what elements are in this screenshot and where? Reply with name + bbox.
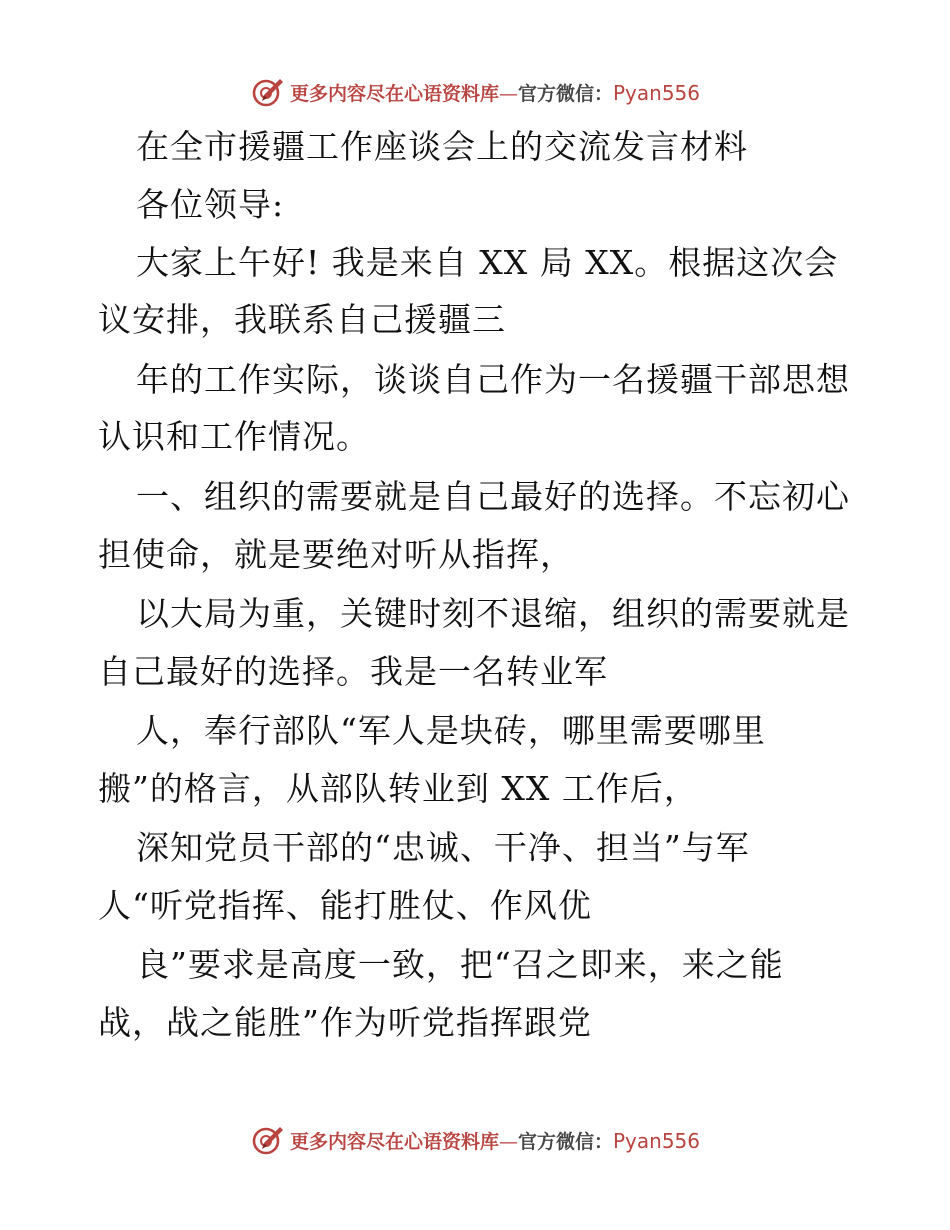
paragraph-line: 以大局为重，关键时刻不退缩，组织的需要就是 — [136, 594, 850, 633]
paragraph-line: 战，战之能胜”作为听党指挥跟党 — [98, 1003, 592, 1042]
header-wechat-id: Pyan556 — [613, 80, 701, 105]
footer-wechat-label: 官方微信： — [517, 1130, 613, 1153]
header-wechat-label: 官方微信： — [517, 82, 613, 105]
footer-wechat-id: Pyan556 — [613, 1128, 701, 1153]
salutation: 各位领导: — [136, 185, 285, 224]
header-separator: — — [498, 82, 518, 105]
paragraph-line: 自己最好的选择。我是一名转业军 — [98, 652, 608, 691]
pen-nib-logo-icon — [250, 1122, 286, 1158]
footer-banner — [0, 1120, 950, 1160]
header-banner — [0, 72, 950, 112]
paragraph-line: 大家上午好! 我是来自 XX 局 XX。根据这次会 — [136, 243, 839, 282]
paragraph-line: 人“听党指挥、能打胜仗、作风优 — [98, 886, 592, 925]
paragraph-line: 深知党员干部的“忠诚、干净、担当”与军 — [136, 828, 750, 867]
document-title: 在全市援疆工作座谈会上的交流发言材料 — [136, 127, 748, 166]
paragraph-line: 人，奉行部队“军人是块砖，哪里需要哪里 — [136, 711, 766, 750]
footer-separator: — — [498, 1130, 518, 1153]
footer-brand: 更多内容尽在心语资料库 — [289, 1130, 499, 1153]
paragraph-line: 年的工作实际，谈谈自己作为一名援疆干部思想 — [136, 360, 850, 399]
header-brand: 更多内容尽在心语资料库 — [289, 82, 499, 105]
header-banner-text — [290, 79, 700, 106]
pen-nib-logo-icon — [250, 74, 286, 110]
paragraph-line: 议安排，我联系自己援疆三 — [98, 300, 506, 339]
paragraph-line: 良”要求是高度一致，把“召之即来，来之能 — [136, 945, 784, 984]
paragraph-line: 认识和工作情况。 — [98, 417, 370, 456]
paragraph-line: 担使命，就是要绝对听从指挥， — [98, 535, 574, 574]
paragraph-line: 搬”的格言，从部队转业到 XX 工作后， — [98, 769, 698, 808]
paragraph-line: 一、组织的需要就是自己最好的选择。不忘初心 — [136, 477, 850, 516]
footer-banner-text — [290, 1127, 700, 1154]
